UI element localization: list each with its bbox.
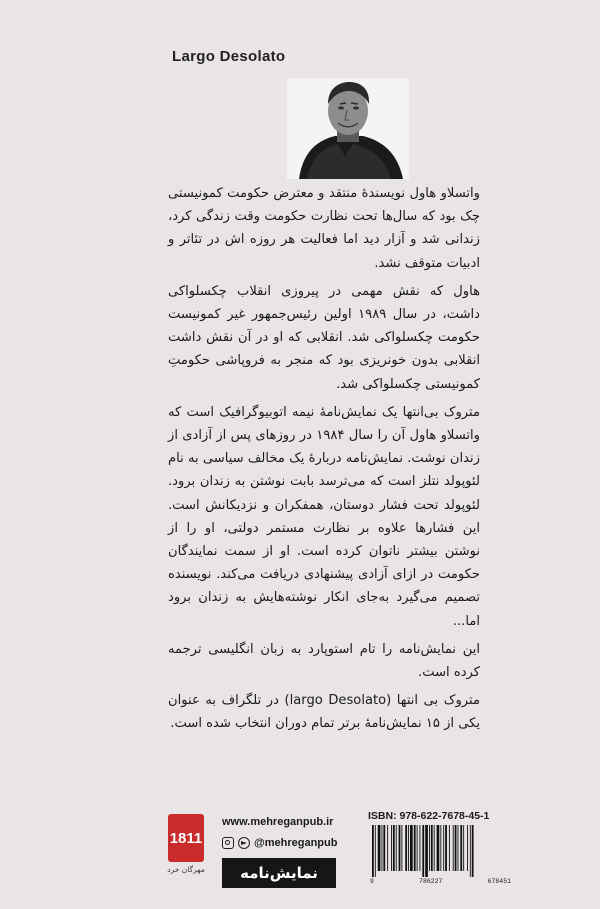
telegraph-text-after: ) در تلگراف به عنوان یکی از ۱۵ نمایش‌نامهٔ برتر تمام دوران انتخاب شده است. bbox=[168, 693, 480, 732]
barcode-digit-left: 786227 bbox=[419, 878, 443, 885]
author-photo bbox=[287, 78, 409, 179]
publisher-social bbox=[222, 837, 337, 849]
publisher-website[interactable]: www.mehreganpub.ir bbox=[222, 816, 334, 828]
paragraph-author-bio: واتسلاو هاول نویسندهٔ منتقد و معترض حکومت کمونیستی چک بود که سال‌ها تحت نظارت حکومت وقت زندگی کرد، زندانی شد و آزار دید اما فعالیت هر روزه اش در تئاتر و ادبیات متوقف نشد. bbox=[168, 186, 480, 271]
paragraph-telegraph bbox=[168, 689, 480, 735]
telegraph-text-before: متروک بی انتها ( bbox=[386, 693, 480, 709]
cover-footer bbox=[168, 806, 513, 896]
book-title: Largo Desolato bbox=[172, 48, 286, 65]
telegram-icon bbox=[238, 837, 250, 849]
paragraph-translation: این نمایش‌نامه را تام استوپارد به زبان انگلیسی ترجمه کرده است. bbox=[168, 641, 480, 681]
barcode-digits bbox=[368, 878, 513, 885]
isbn-number: ISBN: 978-622-7678-45-1 bbox=[368, 810, 490, 822]
barcode-block bbox=[368, 810, 513, 885]
publisher-logo-caption: مهرگان خرد bbox=[167, 865, 205, 874]
barcode-digit-right: 678451 bbox=[487, 878, 511, 885]
publisher-logo: 1811 bbox=[168, 814, 204, 862]
synopsis bbox=[168, 182, 480, 741]
genre-label: نمایش‌نامه bbox=[222, 858, 336, 888]
barcode-digit-lead: 9 bbox=[370, 878, 374, 885]
barcode bbox=[368, 825, 508, 877]
social-handle[interactable]: @mehreganpub bbox=[254, 837, 338, 849]
instagram-icon bbox=[222, 837, 234, 849]
paragraph-play-summary: متروک بی‌انتها یک نمایش‌نامهٔ نیمه اتوبیوگرافیک است که واتسلاو هاول آن را سال ۱۹۸۴ در روزهای پس از آزادی از زندان نوشت. نمایش‌نامه دربارهٔ یک مخالف سیاسی به نام لئوپولد نتلز است که می‌ترسد بابت نوشتن به زندان برود. لئوپولد تحت فشار دوستان، همفکران و نزدیکانش است. این فشارها علاوه بر نظارت مستمر دولتی، او را از نوشتن بیشتر ناتوان کرده است. او از سمت نمایندگان حکومت در ازای آزادی پیشنهادی دریافت می‌کند. نویسنده تصمیم می‌گیرد به‌جای انکار نوشته‌هایش به زندان برود اما... bbox=[168, 404, 480, 629]
latin-title: largo Desolato bbox=[289, 693, 387, 709]
paragraph-revolution: هاول که نقش مهمی در پیروزی انقلاب چکسلواکی داشت، در سال ۱۹۸۹ اولین رئیس‌جمهور غیر کمونیست حکومت چکسلواکی شد. انقلابی که او در آن نقش داشت انقلابی بدون خونریزی بود که منجر به فروپاشی حکومتِ کمونیستی چکسلواکی شد. bbox=[168, 283, 481, 392]
